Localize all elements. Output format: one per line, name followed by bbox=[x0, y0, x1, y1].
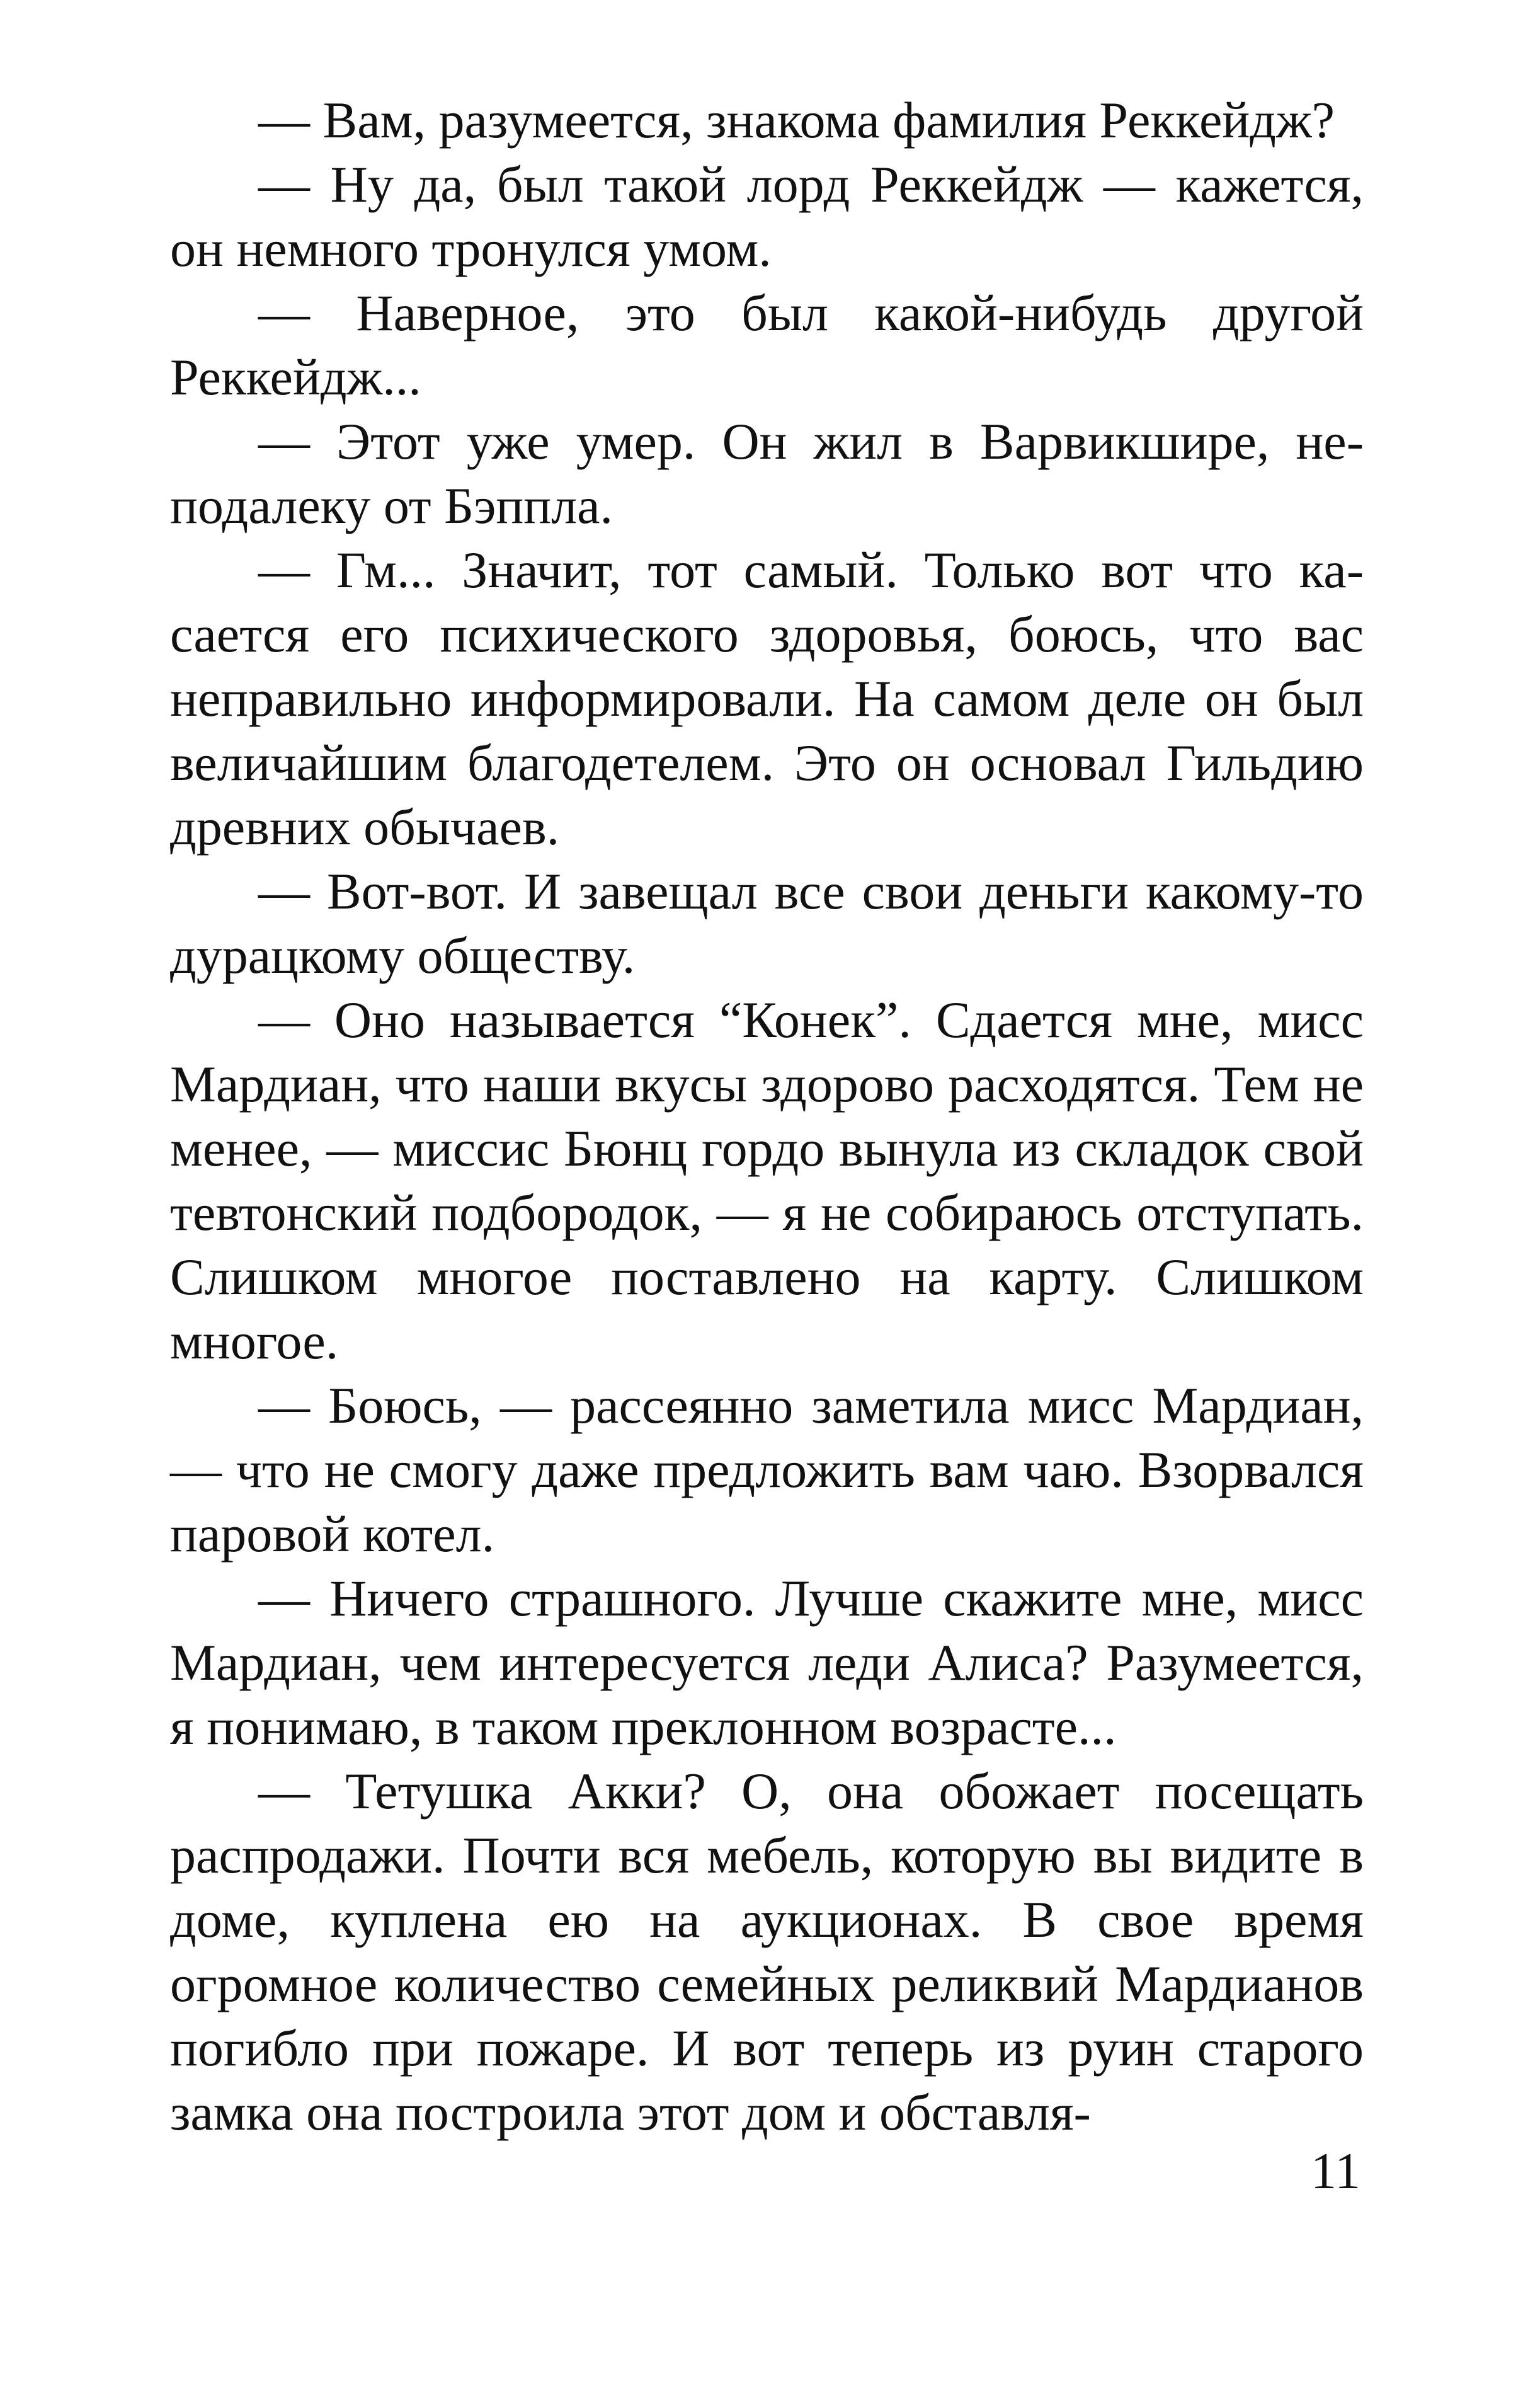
paragraph: — Наверное, это был какой-нибудь другой Реккейдж... bbox=[170, 284, 1364, 406]
paragraph: — Вам, разумеется, знакома фамилия Реккейдж? bbox=[258, 91, 1335, 149]
page-number: 11 bbox=[1311, 2142, 1360, 2200]
paragraph: — Ну да, был такой лорд Реккейдж — кажется, он немного тронулся умом. bbox=[170, 156, 1364, 277]
body-text bbox=[170, 88, 1364, 2145]
paragraph: — Ничего страшного. Лучше скажите мне, мисс Мардиан, чем интересуется леди Алиса? Разумеется, я понимаю, в таком преклонном возрасте... bbox=[170, 1569, 1364, 1755]
paragraph: — Боюсь, — рассеянно заметила мисс Мардиан, — что не смогу даже предложить вам чаю. Взорвался паровой котел. bbox=[170, 1377, 1364, 1563]
paragraph: — Оно называется “Конек”. Сдается мне, мисс Мардиан, что наши вкусы здорово расходятся. Тем не менее, — миссис Бюнц гордо вынула из складок свой тевтонский подбородок, — я не собираюсь отступать. Слишком многое поставлено на карту. Слишком многое. bbox=[170, 991, 1364, 1370]
paragraph: — Тетушка Акки? О, она обожает посещать распродажи. Почти вся мебель, которую вы видите в доме, куплена ею на аукционах. В свое время огромное количество семейных реликвий Мардианов погибло при пожаре. И вот теперь из руин старого замка она построила этот дом и обставля- bbox=[170, 1762, 1364, 2141]
paragraph: — Вот-вот. И завещал все свои деньги какому-то дурацкому обществу. bbox=[170, 863, 1364, 984]
paragraph: — Гм... Значит, тот самый. Только вот что касается его психического здоровья, боюсь, что вас неправильно информировали. На самом деле он был величайшим благодетелем. Это он основал Гильдию древних обычаев. bbox=[170, 541, 1364, 856]
paragraph: — Этот уже умер. Он жил в Варвикшире, неподалеку от Бэппла. bbox=[170, 413, 1364, 534]
